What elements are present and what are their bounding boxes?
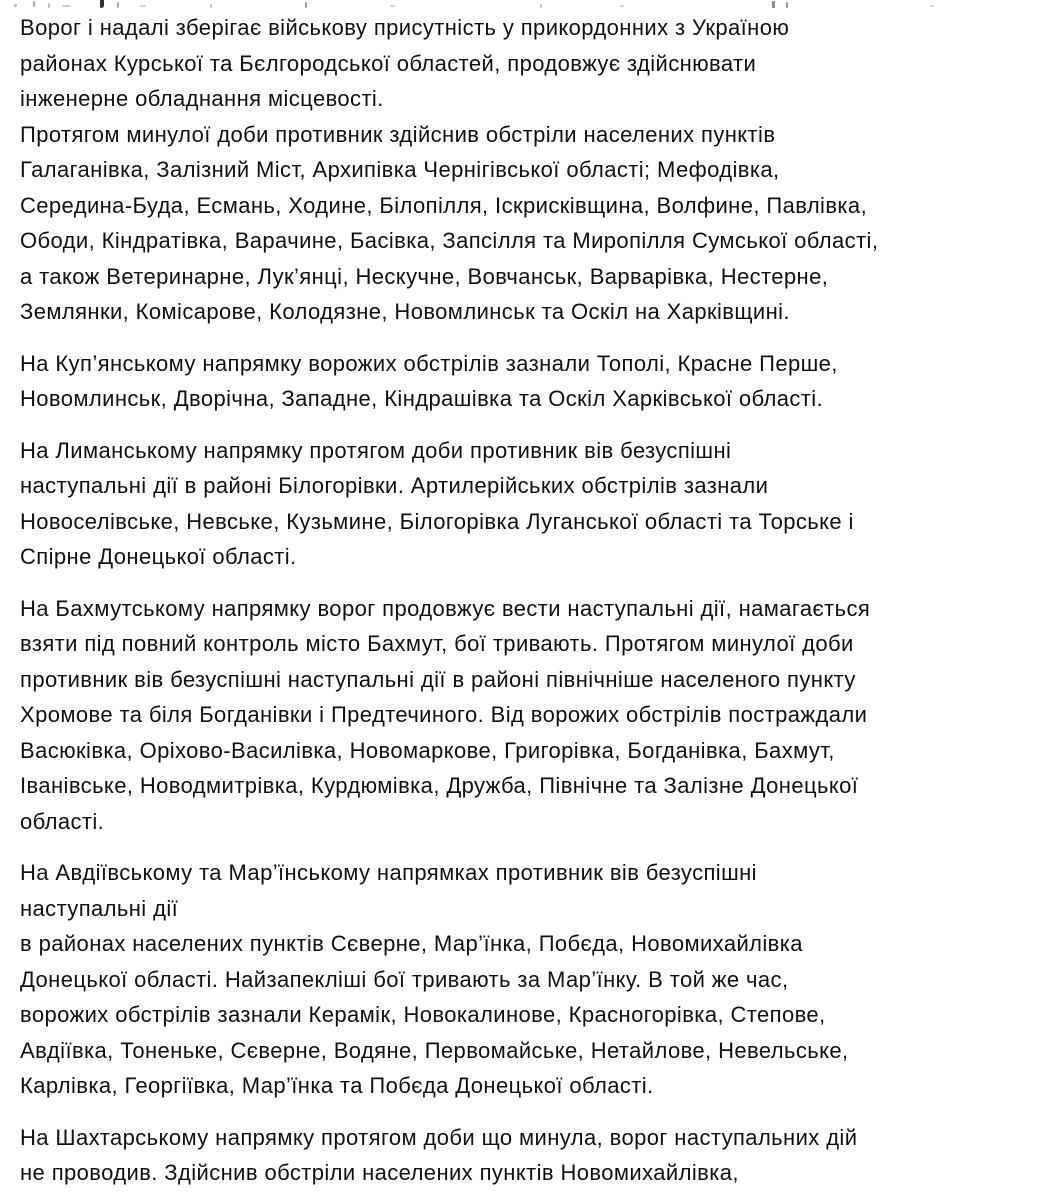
glyph-fragment	[930, 5, 934, 7]
paragraph	[20, 855, 1034, 1104]
text-line: наступальні дії в районі Білогорівки. Артилерійських обстрілів зазнали	[20, 473, 769, 498]
text-line: Авдіївка, Тоненьке, Сєверне, Водяне, Первомайське, Нетайлове, Невельське,	[20, 1037, 849, 1063]
paragraph	[20, 433, 1034, 575]
text-line: На Бахмутському напрямку ворог продовжує вести наступальні дії, намагається	[20, 595, 871, 621]
paragraph	[20, 1120, 1034, 1191]
paragraph	[20, 10, 1034, 330]
text-line: Новомлинськ, Дворічна, Западне, Кіндрашівка та Оскіл Харківської області.	[20, 386, 824, 411]
text-line: Протягом минулої доби противник здійснив обстріли населених пунктів	[20, 121, 776, 147]
paragraph	[20, 346, 1034, 417]
message-body	[20, 10, 1034, 1191]
text-line: Новоселівське, Невське, Кузьмине, Білогорівка Луганської області та Торське і	[20, 508, 854, 534]
glyph-fragment	[33, 1, 35, 7]
glyph-fragment	[48, 3, 50, 8]
text-line: не проводив. Здійснив обстріли населених пунктів Новомихайлівка,	[20, 1160, 739, 1185]
text-line: в районах населених пунктів Сєверне, Мар’їнка, Побєда, Новомихайлівка	[20, 931, 803, 956]
glyph-fragment	[117, 2, 119, 8]
text-line: Донецької області. Найзапекліші бої тривають за Мар’їнку. В той же час,	[20, 966, 789, 992]
text-line: Васюківка, Оріхово-Василівка, Новомаркове, Григорівка, Богданівка, Бахмут,	[20, 737, 835, 763]
text-line: Іванівське, Новодмитрівка, Курдюмівка, Дружба, Північне та Залізне Донецької	[20, 773, 859, 798]
text-line: районах Курської та Бєлгородської областей, продовжує здійснювати	[20, 50, 757, 76]
glyph-fragment	[210, 4, 212, 8]
paragraph	[20, 591, 1034, 840]
text-line: На Авдіївському та Мар’їнському напрямках противник вів безуспішні	[20, 860, 757, 885]
text-line: Карлівка, Георгіївка, Мар’їнка та Побєда Донецької області.	[20, 1073, 654, 1098]
text-line: противник вів безуспішні наступальні дії в районі північніше населеного пункту	[20, 666, 856, 692]
text-line: На Шахтарському напрямку протягом доби що минула, ворог наступальних дій	[20, 1124, 858, 1150]
glyph-fragment	[14, 4, 17, 7]
text-line: а також Ветеринарне, Лук’янці, Нескучне, Вовчанськ, Варварівка, Нестерне,	[20, 263, 829, 289]
glyph-fragment	[62, 5, 70, 7]
text-line: області.	[20, 808, 105, 834]
glyph-fragment	[540, 4, 542, 8]
text-line: ворожих обстрілів зазнали Керамік, Новокалинове, Красногорівка, Степове,	[20, 1002, 826, 1027]
text-line: Ворог і надалі зберігає військову присутність у прикордонних з Україною	[20, 15, 790, 40]
glyph-fragment	[772, 1, 775, 8]
text-line: Хромове та біля Богданівки і Предтечиного. Від ворожих обстрілів постраждали	[20, 702, 868, 727]
text-line: Ободи, Кіндратівка, Варачине, Басівка, Запсілля та Миропілля Сумської області,	[20, 228, 879, 253]
text-line: інженерне обладнання місцевості.	[20, 86, 384, 111]
glyph-fragment	[305, 2, 307, 8]
text-line: На Лиманському напрямку протягом доби противник вів безуспішні	[20, 437, 732, 463]
text-line: Спірне Донецької області.	[20, 544, 297, 569]
text-line: наступальні дії	[20, 895, 179, 921]
glyph-fragment	[390, 5, 395, 7]
glyph-fragment	[786, 2, 788, 8]
clipped-previous-line-fragment	[0, 0, 1052, 9]
text-line: взяти під повний контроль місто Бахмут, бої тривають. Протягом минулої доби	[20, 631, 854, 656]
glyph-fragment	[140, 5, 146, 7]
text-line: Землянки, Комісарове, Колодязне, Новомлинськ та Оскіл на Харківщині.	[20, 299, 790, 324]
text-line: Середина-Буда, Есмань, Ходине, Білопілля, Іскрисківщина, Волфине, Павлівка,	[20, 192, 868, 218]
glyph-fragment	[100, 0, 104, 8]
text-line: Галаганівка, Залізний Міст, Архипівка Чернігівської області; Мефодівка,	[20, 157, 780, 182]
text-line: На Куп’янському напрямку ворожих обстрілів зазнали Тополі, Красне Перше,	[20, 350, 838, 376]
glyph-fragment	[620, 5, 624, 7]
